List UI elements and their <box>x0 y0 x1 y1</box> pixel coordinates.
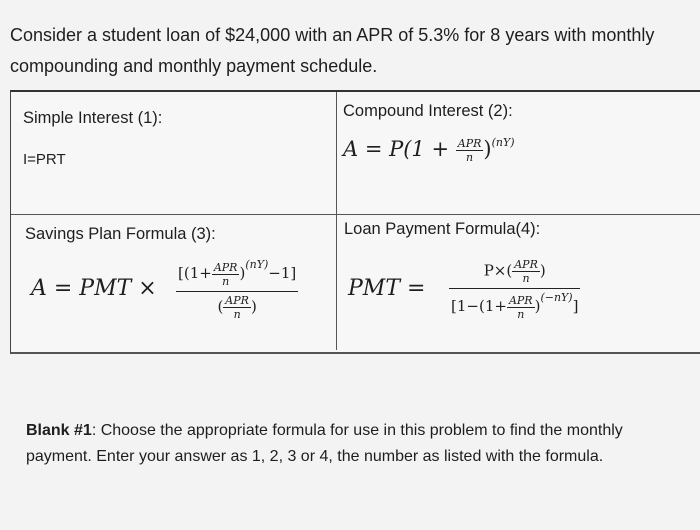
compound-close: ) <box>483 137 492 161</box>
savings-num-exponent: (nY) <box>245 258 269 271</box>
compound-interest-label: Compound Interest (2): <box>343 102 513 120</box>
formula-table <box>10 90 700 354</box>
loan-den-close: ) <box>534 297 541 315</box>
loan-num-inner-num: APR <box>514 258 538 271</box>
blank-instructions <box>26 418 666 470</box>
savings-num-open: [(1+ <box>178 264 212 282</box>
savings-plan-label: Savings Plan Formula (3): <box>25 225 216 243</box>
compound-lhs: A = P(1 + <box>343 137 456 161</box>
compound-frac-num: APR <box>457 137 482 150</box>
compound-exponent: (nY) <box>491 136 515 149</box>
savings-inner-num: APR <box>213 260 238 274</box>
loan-payment-fraction <box>449 258 580 321</box>
compound-frac-den: n <box>466 151 474 164</box>
savings-den-num: APR <box>225 293 249 307</box>
loan-den-inner-num: APR <box>508 293 533 307</box>
loan-payment-label: Loan Payment Formula(4): <box>344 220 541 238</box>
loan-den-inner-den: n <box>517 307 525 321</box>
loan-num-inner-den: n <box>522 272 530 285</box>
table-horizontal-divider <box>11 214 700 215</box>
loan-den-exponent: (−nY) <box>540 291 573 304</box>
savings-den-den: n <box>233 307 241 321</box>
compound-interest-formula <box>343 136 515 164</box>
question-text: Consider a student loan of $24,000 with an APR of 5.3% for 8 years with monthly compounding and monthly payment schedule. <box>10 25 655 76</box>
blank-label: Blank #1 <box>26 422 92 439</box>
savings-inner-den: n <box>222 274 230 288</box>
loan-num-close: ) <box>539 261 546 280</box>
loan-payment-lhs: PMT = <box>348 276 426 301</box>
savings-plan-lhs: A = PMT × <box>31 276 157 301</box>
table-vertical-divider <box>336 92 337 350</box>
savings-plan-fraction <box>176 258 298 321</box>
savings-num-tail: −1] <box>268 264 297 282</box>
simple-interest-formula: I=PRT <box>23 151 66 168</box>
savings-den-close: ) <box>250 297 257 315</box>
blank-description: : Choose the appropriate formula for use in this problem to find the monthly payment. Enter your answer as 1, 2, 3 or 4, the number as listed with the formula. <box>26 422 623 465</box>
simple-interest-label: Simple Interest (1): <box>23 109 163 127</box>
loan-den-bracket: ] <box>572 297 579 315</box>
loan-num-prefix: P×( <box>483 261 513 280</box>
savings-num-close: ) <box>239 264 246 282</box>
loan-den-open: [1−(1+ <box>451 297 507 315</box>
savings-den-open: ( <box>217 297 224 315</box>
